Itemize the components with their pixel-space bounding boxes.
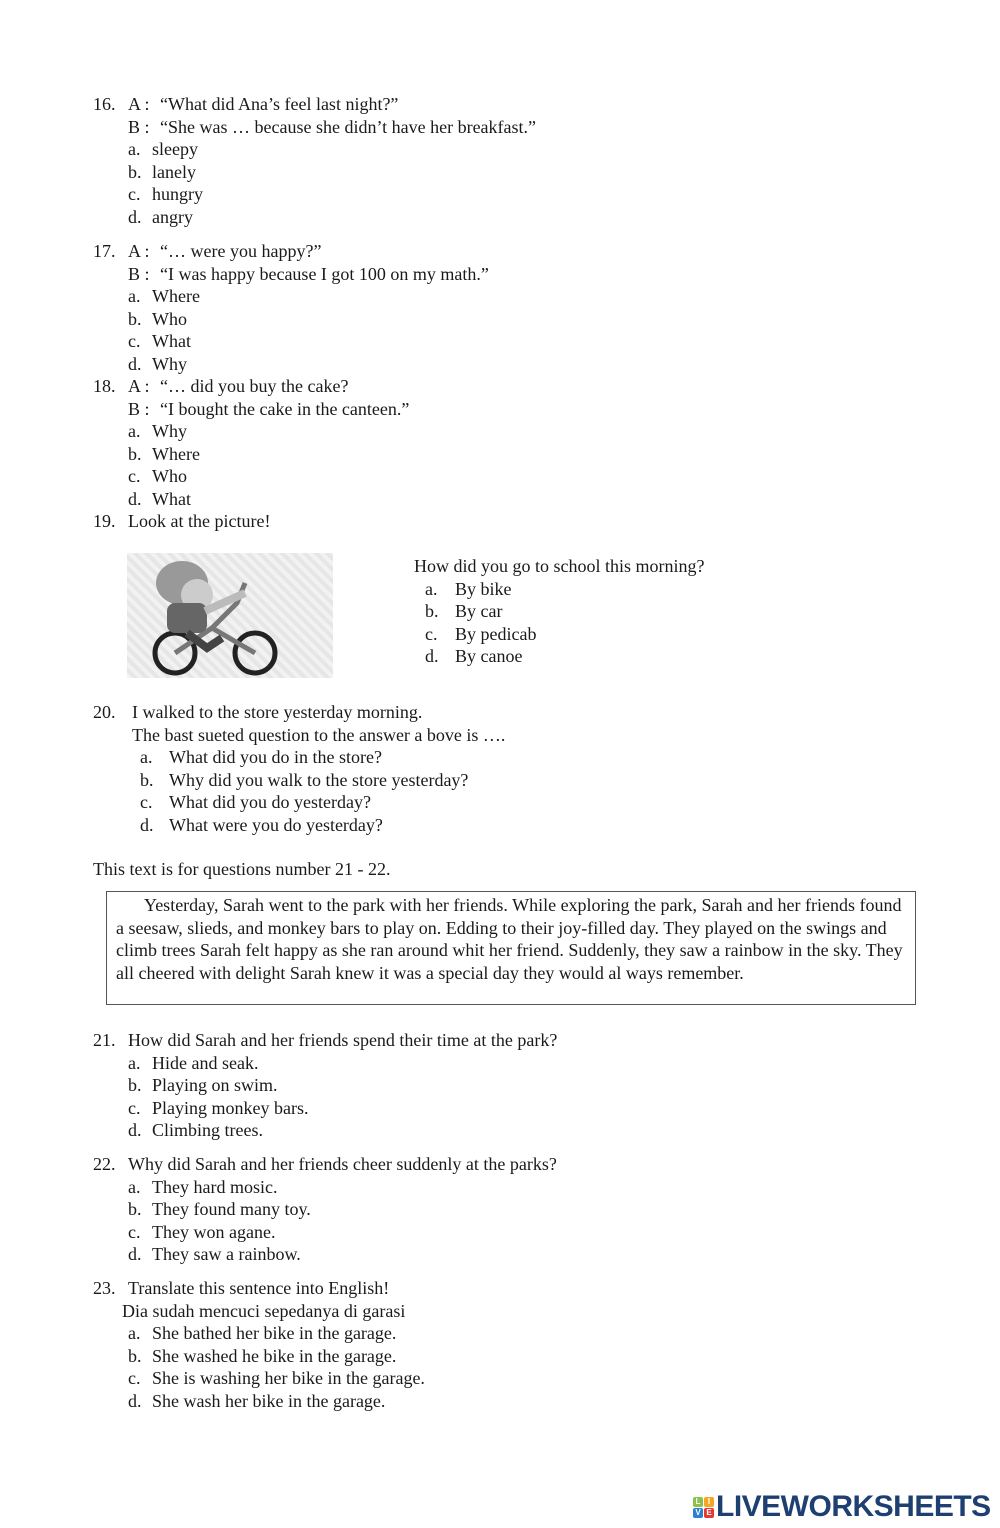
text-line — [0, 1029, 1000, 1052]
answer-option — [0, 1119, 1000, 1142]
option-letter: d. — [128, 1244, 142, 1264]
option-text: By car — [455, 601, 503, 621]
text-line — [0, 1153, 1000, 1176]
question-19 — [0, 510, 1000, 533]
answer-option — [0, 1390, 1000, 1413]
option-text: Climbing trees. — [152, 1120, 263, 1140]
dialogue-line — [0, 398, 1000, 421]
answer-option — [0, 1243, 1000, 1266]
option-letter: b. — [140, 769, 154, 790]
question-text: Why did Sarah and her friends cheer suddenly at the parks? — [128, 1154, 557, 1174]
option-letter: a. — [140, 747, 153, 767]
answer-option — [0, 285, 1000, 308]
question-16 — [0, 93, 1000, 228]
option-letter: a. — [128, 1323, 141, 1343]
question-number: 19. — [93, 511, 116, 531]
question-22 — [0, 1153, 1000, 1266]
answer-option — [0, 1176, 1000, 1199]
question-20 — [0, 701, 1000, 836]
option-letter: c. — [128, 1221, 141, 1242]
option-letter: c. — [128, 184, 141, 204]
question-number: 18. — [93, 376, 116, 396]
reading-intro-text: This text is for questions number 21 - 22. — [93, 859, 391, 879]
option-text: What did you do yesterday? — [169, 792, 371, 812]
option-text: Where — [152, 443, 200, 464]
question-text: The bast sueted question to the answer a bove is …. — [132, 724, 506, 745]
answer-option — [0, 330, 1000, 353]
text-line — [0, 858, 1000, 881]
question-number: 21. — [93, 1030, 116, 1050]
answer-option — [0, 353, 1000, 376]
option-text: What did you do in the store? — [169, 747, 382, 767]
liveworksheets-logo — [693, 1490, 991, 1524]
logo-letter-tile: E — [704, 1508, 714, 1518]
option-text: By canoe — [455, 646, 523, 666]
question-number: 17. — [93, 241, 116, 261]
dialogue-text: “… were you happy?” — [160, 241, 322, 261]
option-letter: c. — [128, 1097, 141, 1118]
text-line — [0, 724, 1000, 747]
reading-passage: Yesterday, Sarah went to the park with her friends. While exploring the park, Sarah and her friends found a seesaw, slieds, and monkey bars to play on. Edding to their joy-filled day. They played on the swings and climb trees Sarah felt happy as she ran around whit her friend. Suddenly, they saw a rainbow in the sky. They all cheered with delight Sarah knew it was a special day they would al ways remember. — [116, 895, 903, 983]
option-letter: b. — [128, 1199, 142, 1219]
dialogue-line — [0, 240, 1000, 263]
speaker-label: B : — [128, 398, 150, 419]
option-text: Why — [152, 353, 187, 374]
dialogue-text: “I bought the cake in the canteen.” — [160, 398, 410, 419]
reading-passage-box — [106, 891, 916, 1005]
option-letter: d. — [128, 1120, 142, 1140]
question-text: Translate this sentence into English! — [128, 1278, 390, 1298]
option-text: Where — [152, 286, 200, 306]
option-letter: a. — [128, 139, 141, 159]
option-letter: c. — [140, 792, 153, 812]
dialogue-text: “What did Ana’s feel last night?” — [160, 94, 399, 114]
answer-option — [0, 769, 1000, 792]
text-line — [0, 701, 1000, 724]
question-text: How did you go to school this morning? — [414, 556, 705, 576]
dialogue-line — [0, 263, 1000, 286]
question-text: Look at the picture! — [128, 511, 271, 531]
option-text: They won agane. — [152, 1221, 276, 1242]
option-text: angry — [152, 206, 193, 227]
option-letter: b. — [425, 601, 439, 621]
option-letter: d. — [425, 646, 439, 666]
question-23 — [0, 1277, 1000, 1412]
option-letter: b. — [128, 1345, 142, 1366]
answer-option — [0, 814, 1000, 837]
option-letter: a. — [425, 578, 438, 599]
answer-option — [0, 746, 1000, 769]
answer-option — [0, 1198, 1000, 1221]
answer-option — [0, 1097, 1000, 1120]
option-letter: d. — [128, 488, 142, 509]
answer-option — [0, 206, 1000, 229]
logo-letter-tile: L — [693, 1497, 703, 1507]
question-21 — [0, 1029, 1000, 1142]
question-18 — [0, 375, 1000, 510]
answer-option — [0, 420, 1000, 443]
option-letter: b. — [128, 443, 142, 464]
dialogue-text: “I was happy because I got 100 on my math.” — [160, 263, 489, 284]
option-text: She washed he bike in the garage. — [152, 1345, 397, 1366]
answer-option — [0, 1345, 1000, 1368]
option-letter: b. — [128, 1075, 142, 1095]
dialogue-line — [0, 375, 1000, 398]
answer-option — [0, 488, 1000, 511]
dialogue-text: “… did you buy the cake? — [160, 376, 349, 396]
option-text: sleepy — [152, 139, 198, 159]
answer-option — [0, 1322, 1000, 1345]
option-letter: c. — [128, 1368, 141, 1388]
answer-option — [0, 465, 1000, 488]
logo-mark-icon — [693, 1497, 714, 1518]
option-text: lanely — [152, 161, 196, 182]
dialogue-text: “She was … because she didn’t have her breakfast.” — [160, 116, 537, 137]
speaker-label: B : — [128, 116, 150, 137]
question-number: 16. — [93, 94, 116, 114]
text-line — [0, 1300, 1000, 1323]
speaker-label: A : — [128, 241, 150, 261]
option-text: Who — [152, 308, 187, 329]
option-letter: d. — [128, 206, 142, 227]
speaker-label: A : — [128, 376, 150, 396]
option-text: Hide and seak. — [152, 1052, 259, 1073]
option-letter: c. — [425, 623, 438, 644]
option-text: hungry — [152, 184, 203, 204]
option-letter: d. — [128, 353, 142, 374]
option-text: What — [152, 488, 191, 509]
option-letter: d. — [128, 1390, 142, 1411]
option-text: She is washing her bike in the garage. — [152, 1368, 425, 1388]
speaker-label: A : — [128, 94, 150, 114]
option-letter: a. — [128, 1052, 141, 1073]
option-text: She wash her bike in the garage. — [152, 1390, 386, 1411]
reading-intro — [0, 858, 1000, 881]
option-text: What were you do yesterday? — [169, 814, 383, 835]
option-text: They saw a rainbow. — [152, 1244, 301, 1264]
question-17 — [0, 240, 1000, 375]
option-letter: a. — [128, 421, 141, 441]
dialogue-line — [0, 93, 1000, 116]
logo-text: LIVEWORKSHEETS — [716, 1490, 991, 1523]
option-text: They found many toy. — [152, 1199, 311, 1219]
answer-option — [0, 308, 1000, 331]
question-number: 22. — [93, 1154, 116, 1174]
option-text: By pedicab — [455, 623, 537, 644]
dialogue-line — [0, 116, 1000, 139]
option-text: Playing monkey bars. — [152, 1097, 309, 1118]
option-text: Why — [152, 421, 187, 441]
option-letter: b. — [128, 161, 142, 182]
answer-option — [0, 1052, 1000, 1075]
option-letter: c. — [128, 331, 141, 351]
logo-letter-tile: V — [693, 1508, 703, 1518]
answer-option — [0, 1221, 1000, 1244]
option-letter: b. — [128, 308, 142, 329]
logo-letter-tile: I — [704, 1497, 714, 1507]
answer-option — [0, 183, 1000, 206]
question-number: 20. — [93, 702, 116, 722]
answer-option — [0, 161, 1000, 184]
option-letter: c. — [128, 466, 141, 486]
option-letter: d. — [140, 814, 154, 835]
option-text: Why did you walk to the store yesterday? — [169, 769, 469, 790]
answer-option — [0, 1367, 1000, 1390]
option-text: She bathed her bike in the garage. — [152, 1323, 397, 1343]
option-text: What — [152, 331, 191, 351]
text-line — [0, 510, 1000, 533]
answer-option — [0, 1074, 1000, 1097]
question-text: How did Sarah and her friends spend their time at the park? — [128, 1030, 558, 1050]
speaker-label: B : — [128, 263, 150, 284]
option-letter: a. — [128, 286, 141, 306]
answer-option — [0, 443, 1000, 466]
answer-option — [0, 791, 1000, 814]
text-line — [0, 1277, 1000, 1300]
answer-option — [0, 138, 1000, 161]
option-text: They hard mosic. — [152, 1176, 278, 1197]
option-text: By bike — [455, 578, 512, 599]
option-text: Playing on swim. — [152, 1075, 278, 1095]
sentence-to-translate: Dia sudah mencuci sepedanya di garasi — [122, 1300, 406, 1321]
option-letter: a. — [128, 1176, 141, 1197]
option-text: Who — [152, 466, 187, 486]
question-text: I walked to the store yesterday morning. — [132, 702, 423, 722]
question-number: 23. — [93, 1278, 116, 1298]
boy-riding-bike-picture — [127, 553, 333, 678]
